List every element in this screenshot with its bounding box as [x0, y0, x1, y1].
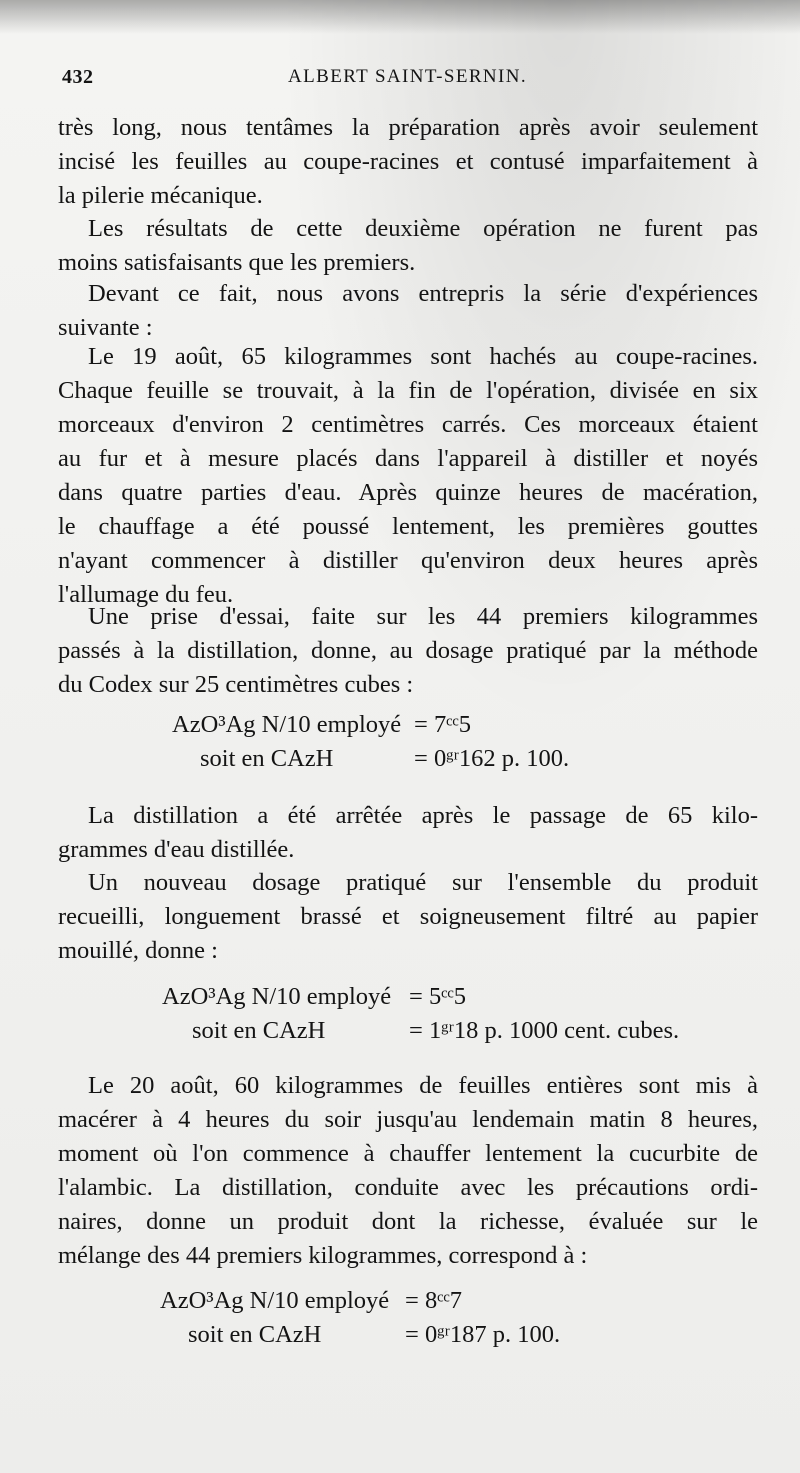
- paragraph-4: [58, 340, 758, 612]
- text-line: macérer à 4 heures du soir jusqu'au lendemain matin 8 heures,: [58, 1106, 758, 1133]
- text-line: recueilli, longuement brassé et soigneusement filtré au papier: [58, 903, 758, 930]
- formula-label: AzO³Ag N/10 employé: [162, 983, 392, 1010]
- paragraph-2: [58, 212, 758, 280]
- formula-block-3: [160, 1284, 720, 1352]
- text-line: suivante :: [58, 314, 153, 341]
- text-line: naires, donne un produit dont la richesse, évaluée sur le: [58, 1208, 758, 1235]
- text-line: La distillation a été arrêtée après le passage de 65 kilo-: [88, 802, 758, 829]
- text-line: Chaque feuille se trouvait, à la fin de l'opération, divisée en six: [58, 377, 758, 404]
- paragraph-6: [58, 799, 758, 867]
- text-line: morceaux d'environ 2 centimètres carrés. Ces morceaux étaient: [58, 411, 758, 438]
- text-line: très long, nous tentâmes la préparation après avoir seulement: [58, 114, 758, 141]
- text-line: passés à la distillation, donne, au dosage pratiqué par la méthode: [58, 637, 758, 664]
- formula-value: = 1ᵍʳ18 p. 1000 cent. cubes.: [409, 1017, 680, 1044]
- text-line: Une prise d'essai, faite sur les 44 premiers kilogrammes: [88, 603, 758, 630]
- text-line: moment où l'on commence à chauffer lentement la cucurbite de: [58, 1140, 758, 1167]
- page-top-shadow: [0, 0, 800, 34]
- page-number: 432: [62, 66, 94, 88]
- text-line: la pilerie mécanique.: [58, 182, 263, 209]
- text-line: mouillé, donne :: [58, 937, 218, 964]
- running-title: ALBERT SAINT-SERNIN.: [288, 66, 528, 87]
- formula-value: = 8ᶜᶜ7: [405, 1287, 462, 1314]
- text-line: Le 19 août, 65 kilogrammes sont hachés au coupe-racines.: [88, 343, 758, 370]
- text-line: l'alambic. La distillation, conduite avec les précautions ordi-: [58, 1174, 758, 1201]
- text-line: Le 20 août, 60 kilogrammes de feuilles entières sont mis à: [88, 1072, 758, 1099]
- formula-block-1: [172, 708, 732, 776]
- formula-label: AzO³Ag N/10 employé: [160, 1287, 390, 1314]
- text-line: au fur et à mesure placés dans l'appareil à distiller et noyés: [58, 445, 758, 472]
- formula-label: AzO³Ag N/10 employé: [172, 711, 402, 738]
- text-line: grammes d'eau distillée.: [58, 836, 295, 863]
- formula-label: soit en CAzH: [200, 745, 334, 772]
- text-line: Un nouveau dosage pratiqué sur l'ensemble du produit: [88, 869, 758, 896]
- text-line: du Codex sur 25 centimètres cubes :: [58, 671, 414, 698]
- paragraph-7: [58, 866, 758, 968]
- text-line: Devant ce fait, nous avons entrepris la série d'expériences: [88, 280, 758, 307]
- text-line: mélange des 44 premiers kilogrammes, correspond à :: [58, 1242, 588, 1269]
- paragraph-3: [58, 277, 758, 345]
- formula-value: = 0ᵍʳ162 p. 100.: [414, 745, 570, 772]
- running-head: [60, 62, 760, 96]
- text-line: l'allumage du feu.: [58, 581, 234, 608]
- formula-label: soit en CAzH: [188, 1321, 322, 1348]
- formula-value: = 5ᶜᶜ5: [409, 983, 466, 1010]
- formula-value: = 0ᵍʳ187 p. 100.: [405, 1321, 561, 1348]
- paragraph-8: [58, 1069, 758, 1273]
- text-line: n'ayant commencer à distiller qu'environ deux heures après: [58, 547, 758, 574]
- formula-label: soit en CAzH: [192, 1017, 326, 1044]
- text-line: le chauffage a été poussé lentement, les premières gouttes: [58, 513, 758, 540]
- formula-block-2: [162, 980, 742, 1048]
- formula-value: = 7ᶜᶜ5: [414, 711, 471, 738]
- text-line: Les résultats de cette deuxième opération ne furent pas: [88, 215, 758, 242]
- text-line: moins satisfaisants que les premiers.: [58, 249, 416, 276]
- paragraph-1: [58, 111, 758, 213]
- paragraph-5: [58, 600, 758, 702]
- text-line: incisé les feuilles au coupe-racines et contusé imparfaitement à: [58, 148, 758, 175]
- text-line: dans quatre parties d'eau. Après quinze heures de macération,: [58, 479, 758, 506]
